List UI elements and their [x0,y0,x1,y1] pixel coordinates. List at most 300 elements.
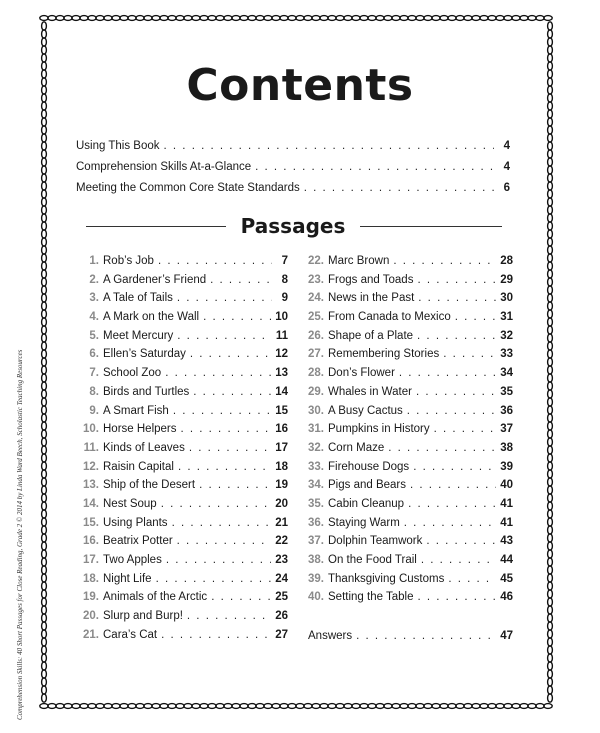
chain-link [42,430,47,438]
chain-link [548,662,553,670]
passage-number: 3. [89,292,99,305]
chain-link [42,142,47,150]
toc-page-number: 33 [500,348,513,361]
toc-page-number: 39 [500,460,513,473]
chain-link [42,30,47,38]
passage-number: 15. [83,516,99,529]
chain-link [42,606,47,614]
chain-link [548,358,553,366]
toc-leader-dots [165,367,271,379]
toc-page-number: 41 [500,516,513,529]
chain-link [42,326,47,334]
chain-link [548,334,553,342]
toc-page-number: 41 [500,497,513,510]
chain-link [42,182,47,190]
chain-link [42,550,47,558]
chain-link [448,16,456,21]
chain-link [480,16,488,21]
chain-link [548,158,553,166]
chain-link [548,270,553,278]
answers-entry [308,630,513,651]
chain-link [548,526,553,534]
chain-link [548,166,553,174]
toc-entry-label: Shape of a Plate [328,329,414,342]
chain-link [548,286,553,294]
toc-page-number: 4 [503,161,510,173]
toc-leader-dots [161,629,271,641]
chain-link [548,302,553,310]
chain-link [192,16,200,21]
toc-row [83,535,288,554]
chain-link [472,704,480,709]
chain-link [42,534,47,542]
toc-entry-label: A Tale of Tails [103,292,173,305]
toc-page-number: 46 [500,591,513,604]
passage-number: 19. [83,591,99,604]
chain-link [96,16,104,21]
toc-page-number: 17 [275,441,288,454]
passage-number: 37. [308,535,324,548]
chain-link [520,704,528,709]
toc-page-number: 44 [500,554,513,566]
chain-link [40,16,48,21]
chain-link [42,334,47,342]
chain-link [42,414,47,422]
chain-link [42,470,47,478]
chain-link [56,16,64,21]
chain-link [42,590,47,598]
chain-link [528,704,536,709]
toc-page-number: 27 [275,628,288,641]
chain-link [160,704,168,709]
toc-leader-dots [408,498,496,510]
chain-link [104,704,112,709]
toc-leader-dots [434,423,497,435]
toc-row [308,442,513,461]
chain-link [42,422,47,430]
chain-link [64,704,72,709]
chain-link [42,294,47,302]
chain-link [336,704,344,709]
toc-row [83,255,288,274]
toc-page-number: 22 [275,535,288,548]
toc-leader-dots [416,386,496,398]
chain-link [42,270,47,278]
chain-link [548,598,553,606]
chain-link [392,704,400,709]
toc-entry-label: A Busy Cactus [328,404,403,417]
chain-link [42,446,47,454]
toc-row [83,292,288,311]
chain-link [548,470,553,478]
toc-page-number: 15 [275,404,288,417]
toc-leader-dots [388,442,496,454]
toc-entry-label: Using Plants [103,516,168,529]
toc-leader-dots [193,386,271,398]
chain-link [548,190,553,198]
chain-link [548,414,553,422]
toc-entry-label: Animals of the Arctic [103,591,208,604]
toc-entry-label: Pumpkins in History [328,423,430,436]
chain-link [42,302,47,310]
toc-row [308,348,513,367]
chain-link [424,704,432,709]
chain-link [42,230,47,238]
toc-leader-dots [203,311,271,323]
passage-number: 33. [308,460,324,473]
toc-page-number: 30 [500,292,513,305]
toc-page-number: 28 [500,255,513,267]
front-matter-list [76,140,510,203]
chain-link [400,704,408,709]
toc-leader-dots [161,498,272,510]
chain-link [42,390,47,398]
toc-entry-label: Staying Warm [328,516,400,529]
toc-row [83,610,288,629]
toc-page-number: 31 [500,311,513,324]
toc-leader-dots [181,423,272,435]
toc-row [308,292,513,311]
passage-number: 35. [308,497,324,510]
chain-link [112,16,120,21]
chain-link [42,358,47,366]
toc-page-number: 32 [500,329,513,342]
passages-heading [76,214,510,242]
passage-number: 9. [89,404,99,417]
chain-link [392,16,400,21]
toc-page-number: 38 [500,441,513,454]
toc-page-number: 25 [275,591,288,604]
chain-link [42,598,47,606]
chain-link [42,614,47,622]
chain-link [548,366,553,374]
chain-link [240,704,248,709]
chain-link [352,704,360,709]
toc-row [308,517,513,536]
chain-link [384,704,392,709]
toc-leader-dots [156,573,272,585]
chain-link [42,622,47,630]
toc-row [83,554,288,573]
toc-leader-dots [417,591,496,603]
chain-link [548,254,553,262]
chain-link [42,686,47,694]
toc-entry-label: Cabin Cleanup [328,497,405,510]
chain-link [176,16,184,21]
chain-link [548,430,553,438]
passage-number: 22. [308,255,324,267]
toc-leader-dots [407,405,496,417]
chain-link [240,16,248,21]
chain-link [548,30,553,38]
toc-row [76,140,510,161]
toc-row [308,535,513,554]
passages-column-left [83,255,288,647]
toc-page-number: 16 [275,423,288,436]
toc-leader-dots [417,274,496,286]
toc-page-number: 29 [500,273,513,286]
chain-link [42,438,47,446]
chain-link [272,16,280,21]
toc-page-number: 12 [275,348,288,361]
chain-link [504,16,512,21]
chain-link [120,16,128,21]
toc-leader-dots [189,442,271,454]
toc-row [308,386,513,405]
chain-link [272,704,280,709]
chain-link [548,174,553,182]
passage-number: 32. [308,441,324,454]
chain-link [42,310,47,318]
chain-link [360,16,368,21]
chain-link [548,262,553,270]
toc-leader-dots [187,610,271,622]
chain-link [548,558,553,566]
toc-entry-label: Setting the Table [328,591,414,604]
chain-link [548,502,553,510]
chain-link [548,342,553,350]
chain-link [432,704,440,709]
chain-link [548,406,553,414]
passage-number: 6. [89,348,99,361]
passage-number: 8. [89,385,99,398]
toc-row [308,461,513,480]
chain-link [184,704,192,709]
chain-link [548,678,553,686]
chain-link [200,704,208,709]
chain-link [42,110,47,118]
chain-link [216,16,224,21]
toc-entry-label: Kinds of Leaves [103,441,185,454]
chain-link [512,704,520,709]
chain-link [42,318,47,326]
chain-link [42,462,47,470]
toc-row [308,423,513,442]
toc-row [76,182,510,203]
chain-link [376,16,384,21]
toc-entry-label: Meet Mercury [103,329,174,342]
chain-link [536,704,544,709]
chain-link [548,110,553,118]
chain-link [548,374,553,382]
passages-column-right [308,255,513,610]
chain-link [548,222,553,230]
chain-link [42,638,47,646]
chain-link [548,614,553,622]
section-heading: Passages [240,214,346,238]
chain-link [548,574,553,582]
chain-link [328,16,336,21]
chain-link [42,486,47,494]
chain-link [548,486,553,494]
chain-link [184,16,192,21]
chain-link [312,704,320,709]
passage-number: 39. [308,572,324,585]
toc-leader-dots [177,535,272,547]
chain-link [480,704,488,709]
toc-entry-label: Slurp and Burp! [103,610,183,623]
chain-link [548,510,553,518]
chain-link [208,16,216,21]
toc-entry-label: Nest Soup [103,497,157,510]
chain-link [42,566,47,574]
chain-link [42,262,47,270]
chain-link [144,704,152,709]
chain-link [548,654,553,662]
chain-link [548,630,553,638]
chain-link [136,16,144,21]
chain-link [112,704,120,709]
chain-link [42,574,47,582]
toc-row [83,591,288,610]
chain-link [232,16,240,21]
toc-entry-label: Cara’s Cat [103,628,158,641]
chain-link [548,462,553,470]
chain-link [42,350,47,358]
chain-link [96,704,104,709]
toc-leader-dots [173,405,271,417]
chain-link [464,704,472,709]
toc-page-number: 7 [281,255,288,267]
toc-leader-dots [211,591,271,603]
chain-link [548,126,553,134]
chain-link [42,510,47,518]
toc-entry-label: From Canada to Mexico [328,311,451,324]
toc-row [83,442,288,461]
toc-page-number: 11 [275,329,288,342]
chain-link [256,16,264,21]
chain-link [42,694,47,702]
chain-link [548,534,553,542]
side-credit-text: Comprehension Skills: 40 Short Passages for Close Reading, Grade 2 © 2014 by Linda Ward Beech, Scholastic Teaching Resources [16,349,24,720]
chain-link [42,118,47,126]
passage-number: 40. [308,591,324,604]
chain-link [42,582,47,590]
chain-link [456,16,464,21]
toc-page-number: 8 [281,273,288,286]
chain-link [280,16,288,21]
chain-link [368,16,376,21]
toc-row [83,498,288,517]
passage-number: 30. [308,404,324,417]
chain-link [548,382,553,390]
toc-entry-label: Ellen’s Saturday [103,348,186,361]
chain-link [424,16,432,21]
toc-page-number: 37 [500,423,513,436]
chain-link [208,704,216,709]
toc-row [83,386,288,405]
chain-link [548,350,553,358]
toc-page-number: 6 [503,182,510,194]
chain-link [42,246,47,254]
chain-link [42,206,47,214]
chain-link [264,704,272,709]
chain-link [42,150,47,158]
toc-entry-label: School Zoo [103,367,162,380]
toc-page-number: 4 [503,140,510,152]
chain-link [160,16,168,21]
passage-number: 13. [83,479,99,492]
toc-entry-label: Whales in Water [328,385,412,398]
chain-link [312,16,320,21]
toc-row [308,311,513,330]
chain-link [548,438,553,446]
chain-link [48,704,56,709]
chain-link [42,374,47,382]
toc-row [83,367,288,386]
chain-link [548,622,553,630]
chain-link [42,166,47,174]
chain-link [440,16,448,21]
chain-link [496,16,504,21]
toc-page-number: 9 [281,292,288,305]
chain-link [504,704,512,709]
toc-row [308,498,513,517]
toc-page-number: 40 [500,479,513,492]
toc-page-number: 36 [500,404,513,417]
toc-entry-label: Pigs and Bears [328,479,406,492]
chain-link [42,38,47,46]
toc-leader-dots [166,554,271,566]
chain-link [42,654,47,662]
chain-link [42,254,47,262]
toc-leader-dots [455,311,496,323]
chain-link [548,198,553,206]
chain-link [42,158,47,166]
chain-link [548,646,553,654]
toc-leader-dots [255,161,494,173]
chain-link [104,16,112,21]
toc-leader-dots [404,517,496,529]
chain-link [42,278,47,286]
chain-link [548,278,553,286]
chain-link [42,342,47,350]
toc-leader-dots [304,182,494,194]
toc-row [83,274,288,293]
chain-link [548,310,553,318]
toc-leader-dots [399,367,496,379]
chain-link [42,382,47,390]
chain-link [448,704,456,709]
chain-link [42,678,47,686]
chain-link [42,190,47,198]
chain-link [42,238,47,246]
chain-link [548,134,553,142]
toc-entry-label: Answers [308,630,353,642]
chain-link [440,704,448,709]
chain-link [42,406,47,414]
toc-row [83,517,288,536]
chain-link [152,704,160,709]
chain-link [360,704,368,709]
toc-entry-label: Thanksgiving Customs [328,572,445,585]
toc-entry-label: Two Apples [103,554,162,566]
chain-link [288,16,296,21]
chain-link [168,704,176,709]
passage-number: 2. [89,273,99,286]
chain-link [432,16,440,21]
toc-leader-dots [413,461,496,473]
chain-link [42,526,47,534]
chain-link [136,704,144,709]
chain-link [42,454,47,462]
chain-link [548,294,553,302]
chain-link [42,22,47,30]
toc-page-number: 14 [275,385,288,398]
chain-link [304,704,312,709]
chain-link [548,454,553,462]
toc-page-number: 20 [275,497,288,510]
